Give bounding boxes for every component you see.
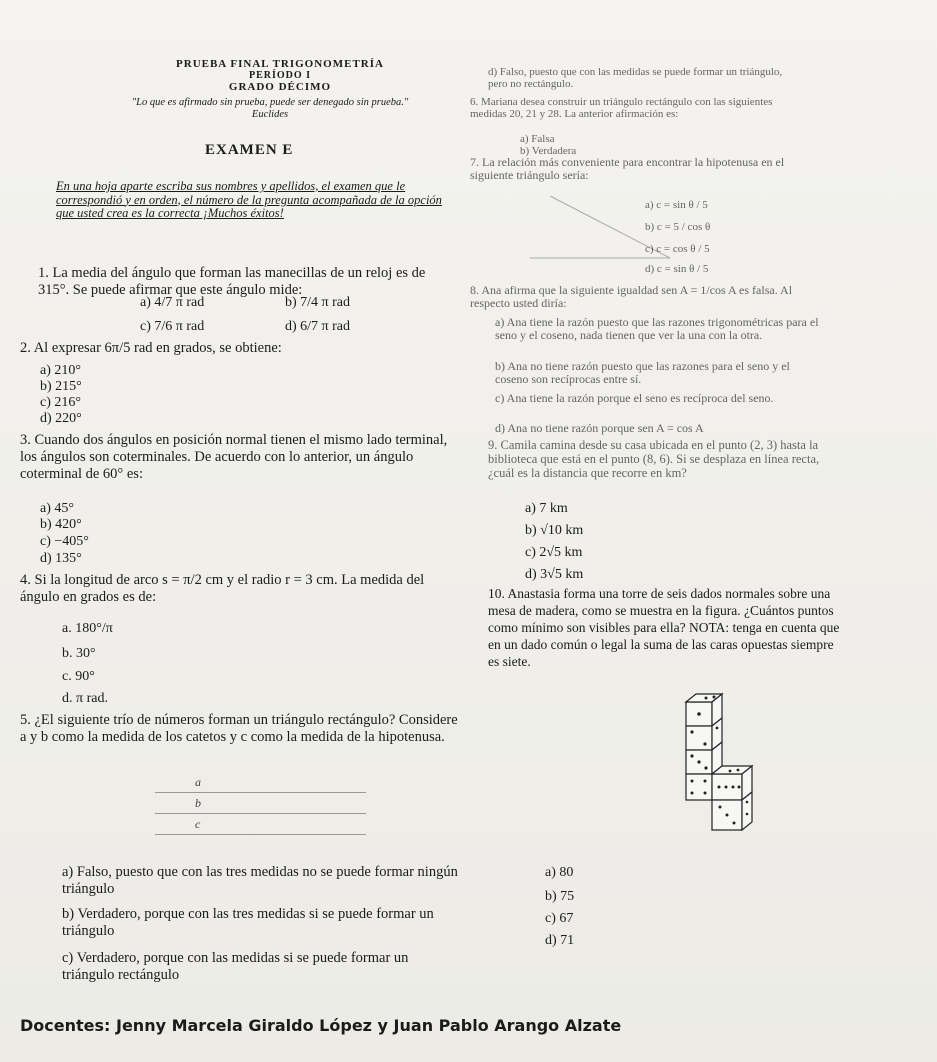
q4-option-b: b. 30° — [62, 646, 96, 661]
question-7-text: 7. La relación más conveniente para encontrar la hipotenusa en el siguiente triángulo sería: — [470, 155, 785, 182]
q4-option-c: c. 90° — [62, 669, 95, 684]
question-1-text: 1. La media del ángulo que forman las manecillas de un reloj es de 315°. Se puede afirmar que este ángulo mide: — [38, 265, 426, 298]
instructions: En una hoja aparte escriba sus nombres y apellidos, el examen que le correspondió y en orden, el número de la pregunta acompañada de la opción que usted crea es la correcta ¡Muchos éxitos! — [56, 179, 442, 220]
q5-option-d: d) Falso, puesto que con las medidas se puede formar un triángulo, pero no rectángulo. — [488, 66, 783, 90]
question-4-text: 4. Si la longitud de arco s = π/2 cm y el radio r = 3 cm. La medida del ángulo en grados es de: — [20, 572, 425, 605]
question-10-text: 10. Anastasia forma una torre de seis dados normales sobre una mesa de madera, como se muestra en la figura. ¿Cuántos puntos como mínimo son visibles para ella? NOTA: tenga en cuenta que en un dado común o legal la suma de las caras opuestas siempre es siete. — [488, 586, 840, 669]
q7-option-c: c) c = cos θ / 5 — [645, 243, 710, 255]
q4-option-d: d. π rad. — [62, 691, 108, 706]
q3-option-c: c) −405° — [40, 534, 89, 549]
euclid-quote: "Lo que es afirmado sin prueba, puede ser denegado sin prueba." Euclides — [131, 97, 409, 120]
q2-option-c: c) 216° — [40, 395, 81, 410]
q8-option-b: b) Ana no tiene razón puesto que las razones para el seno y el coseno son recíprocas entre sí. — [495, 359, 790, 386]
question-6-text: 6. Mariana desea construir un triángulo rectángulo con las siguientes medidas 20, 21 y 28. La anterior afirmación es: — [470, 96, 773, 120]
title-line-1: PRUEBA FINAL TRIGONOMETRÍA — [176, 58, 384, 70]
title-line-3: GRADO DÉCIMO — [228, 81, 332, 93]
q9-option-a: a) 7 km — [525, 501, 568, 516]
q10-option-c: c) 67 — [545, 911, 574, 926]
q9-option-c: c) 2√5 km — [525, 545, 583, 560]
q5-table-a: a — [155, 772, 366, 793]
q8-option-a: a) Ana tiene la razón puesto que las razones trigonométricas para el seno y el coseno, nada tienen que ver la una con la otra. — [495, 315, 819, 342]
q3-option-b: b) 420° — [40, 517, 82, 532]
q1-option-c: c) 7/6 π rad — [140, 319, 205, 334]
q1-option-b: b) 7/4 π rad — [285, 295, 350, 310]
teachers-footer: Docentes: Jenny Marcela Giraldo López y Juan Pablo Arango Alzate — [20, 1016, 622, 1035]
q6-option-a: a) Falsa — [520, 133, 555, 145]
exam-label: EXAMEN E — [205, 142, 294, 158]
q2-option-d: d) 220° — [40, 411, 82, 426]
q5-option-a: a) Falso, puesto que con las tres medidas no se puede formar ningún triángulo — [62, 864, 458, 897]
q3-option-d: d) 135° — [40, 551, 82, 566]
q6-option-b: b) Verdadera — [520, 145, 577, 157]
q4-option-a: a. 180°/π — [62, 621, 113, 636]
question-1 — [38, 265, 456, 299]
q10-option-d: d) 71 — [545, 933, 575, 948]
q5-table — [155, 772, 366, 835]
q2-option-a: a) 210° — [40, 363, 81, 378]
q7-option-a: a) c = sin θ / 5 — [645, 199, 708, 211]
q7-option-d: d) c = sin θ / 5 — [645, 263, 709, 275]
q9-option-d: d) 3√5 km — [525, 567, 584, 582]
title-line-2: PERÍODO I — [248, 70, 312, 81]
dice-tower-figure — [678, 690, 778, 850]
q1-option-d: d) 6/7 π rad — [285, 319, 350, 334]
exam-title — [150, 58, 410, 93]
q3-option-a: a) 45° — [40, 501, 74, 516]
q5-option-b: b) Verdadero, porque con las tres medidas si se puede formar un triángulo — [62, 906, 434, 939]
question-2-text: 2. Al expresar 6π/5 rad en grados, se obtiene: — [20, 340, 282, 356]
q1-option-a: a) 4/7 π rad — [140, 295, 205, 310]
q5-table-c: c — [155, 814, 366, 835]
question-5-text: 5. ¿El siguiente trío de números forman un triángulo rectángulo? Considere a y b como la medida de los catetos y c como la medida de la hipotenusa. — [20, 712, 458, 745]
question-8-text: 8. Ana afirma que la siguiente igualdad sen A = 1/cos A es falsa. Al respecto usted diría: — [470, 283, 793, 310]
question-3-text: 3. Cuando dos ángulos en posición normal tienen el mismo lado terminal, los ángulos son coterminales. De acuerdo con lo anterior, un ángulo coterminal de 60° es: — [20, 432, 448, 482]
q8-option-c: c) Ana tiene la razón porque el seno es recíproca del seno. — [495, 391, 774, 405]
q9-option-b: b) √10 km — [525, 523, 584, 538]
question-9-text: 9. Camila camina desde su casa ubicada en el punto (2, 3) hasta la biblioteca que está en el punto (8, 6). Si se desplaza en línea recta, ¿cuál es la distancia que recorre en km? — [488, 438, 820, 480]
q2-option-b: b) 215° — [40, 379, 82, 394]
q10-option-b: b) 75 — [545, 889, 575, 904]
q5-table-b: b — [155, 793, 366, 814]
q5-option-c: c) Verdadero, porque con las medidas si se puede formar un triángulo rectángulo — [62, 950, 409, 983]
q10-option-a: a) 80 — [545, 865, 574, 880]
q8-option-d: d) Ana no tiene razón porque sen A = cos A — [495, 421, 704, 435]
q7-option-b: b) c = 5 / cos θ — [645, 221, 711, 233]
